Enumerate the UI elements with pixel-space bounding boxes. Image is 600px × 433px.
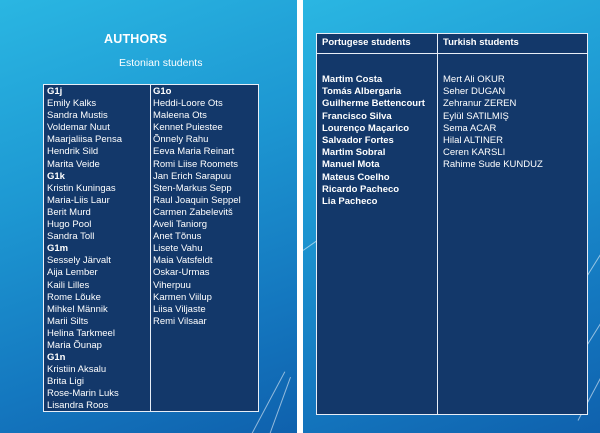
group-heading: G1j xyxy=(47,86,63,97)
student-name: Aveli Taniorg xyxy=(153,219,208,231)
student-name: Berit Murd xyxy=(47,206,91,218)
student-name: Viherpuu xyxy=(153,279,191,291)
student-name: Lia Pacheco xyxy=(322,196,378,208)
student-name: Voldemar Nuut xyxy=(47,122,110,134)
student-name: Kristin Kuningas xyxy=(47,182,116,194)
student-name: Marita Veide xyxy=(47,158,100,170)
student-name: Hendrik Sild xyxy=(47,146,99,158)
table-header-row xyxy=(317,34,587,54)
student-name: Martim Sobral xyxy=(322,147,386,159)
student-name: Rome Lõuke xyxy=(47,291,101,303)
group-heading: G1n xyxy=(47,352,66,364)
student-name: Remi Vilsaar xyxy=(153,315,207,327)
student-name: Oskar-Urmas xyxy=(153,267,210,279)
student-name: Romi Liise Roomets xyxy=(153,158,238,170)
student-name: Maria Õunap xyxy=(47,339,102,351)
student-name: Guilherme Bettencourt xyxy=(322,98,425,110)
student-name: Heddi-Loore Ots xyxy=(153,98,223,110)
student-name: Martim Costa xyxy=(322,74,383,85)
student-name: Aija Lember xyxy=(47,267,98,279)
estonian-students-subtitle: Estonian students xyxy=(119,57,203,69)
student-name: Eeva Maria Reinart xyxy=(153,146,235,158)
decorative-streak xyxy=(270,377,291,433)
student-name: Eylül SATILMIŞ xyxy=(443,110,509,122)
student-name: Raul Joaquin Seppel xyxy=(153,194,241,206)
student-name: Zehranur ZEREN xyxy=(443,98,517,110)
group-heading: G1o xyxy=(153,86,172,97)
estonian-column-2 xyxy=(153,85,258,411)
student-name: Lourenço Maçarico xyxy=(322,122,410,134)
student-name: Helina Tarkmeel xyxy=(47,327,115,339)
student-name: Rahime Sude KUNDUZ xyxy=(443,159,543,171)
student-name: Sema ACAR xyxy=(443,122,497,134)
student-name: Maria-Liis Laur xyxy=(47,194,110,206)
authors-title: AUTHORS xyxy=(104,32,168,46)
student-name: Seher DUGAN xyxy=(443,86,506,98)
student-name: Anet Tõnus xyxy=(153,231,202,243)
student-name: Ceren KARSLI xyxy=(443,147,506,159)
student-name: Maleena Ots xyxy=(153,110,207,122)
student-name: Hugo Pool xyxy=(47,219,92,231)
student-name: Francisco Silva xyxy=(322,110,392,122)
portuguese-students-header: Portugese students xyxy=(322,37,411,48)
student-name: Mert Ali OKUR xyxy=(443,74,505,85)
student-name: Hilal ALTINER xyxy=(443,135,504,147)
student-name: Salvador Fortes xyxy=(322,135,394,147)
student-name: Ricardo Pacheco xyxy=(322,183,400,195)
left-page xyxy=(0,0,297,433)
student-name: Rose-Marin Luks xyxy=(47,388,119,400)
student-name: Mateus Coelho xyxy=(322,171,390,183)
student-name: Kristiin Aksalu xyxy=(47,364,107,376)
student-name: Karmen Viilup xyxy=(153,291,212,303)
group-heading: G1k xyxy=(47,170,65,182)
student-name: Emily Kalks xyxy=(47,98,97,110)
student-name: Lisete Vahu xyxy=(153,243,203,255)
column-divider xyxy=(150,85,151,411)
student-name: Tomás Albergaria xyxy=(322,86,402,98)
student-name: Brita Ligi xyxy=(47,376,84,388)
student-name: Manuel Mota xyxy=(322,159,380,171)
student-name: Jan Erich Sarapuu xyxy=(153,170,232,182)
column-divider xyxy=(437,34,438,414)
student-name: Sessely Järvalt xyxy=(47,255,111,267)
student-name: Kaili Lilles xyxy=(47,279,90,291)
student-name: Kennet Puiestee xyxy=(153,122,223,134)
student-name: Sandra Mustis xyxy=(47,110,108,122)
student-name: Õnnely Rahu xyxy=(153,134,209,146)
group-heading: G1m xyxy=(47,243,69,255)
student-name: Mihkel Männik xyxy=(47,303,108,315)
student-name: Lisandra Roos xyxy=(47,400,109,412)
estonian-column-1 xyxy=(47,85,147,411)
student-name: Sten-Markus Sepp xyxy=(153,182,232,194)
student-name: Maia Vatsfeldt xyxy=(153,255,213,267)
turkish-students-header: Turkish students xyxy=(443,37,519,48)
student-name: Marii Silts xyxy=(47,315,89,327)
estonian-students-table xyxy=(43,84,259,412)
student-name: Carmen Zabelevitš xyxy=(153,206,233,218)
foreign-students-table xyxy=(316,33,588,415)
student-name: Sandra Toll xyxy=(47,231,95,243)
student-name: Liisa Viljaste xyxy=(153,303,206,315)
student-name: Maarjaliisa Pensa xyxy=(47,134,122,146)
portuguese-students-list xyxy=(322,74,425,208)
turkish-students-list xyxy=(443,74,543,172)
